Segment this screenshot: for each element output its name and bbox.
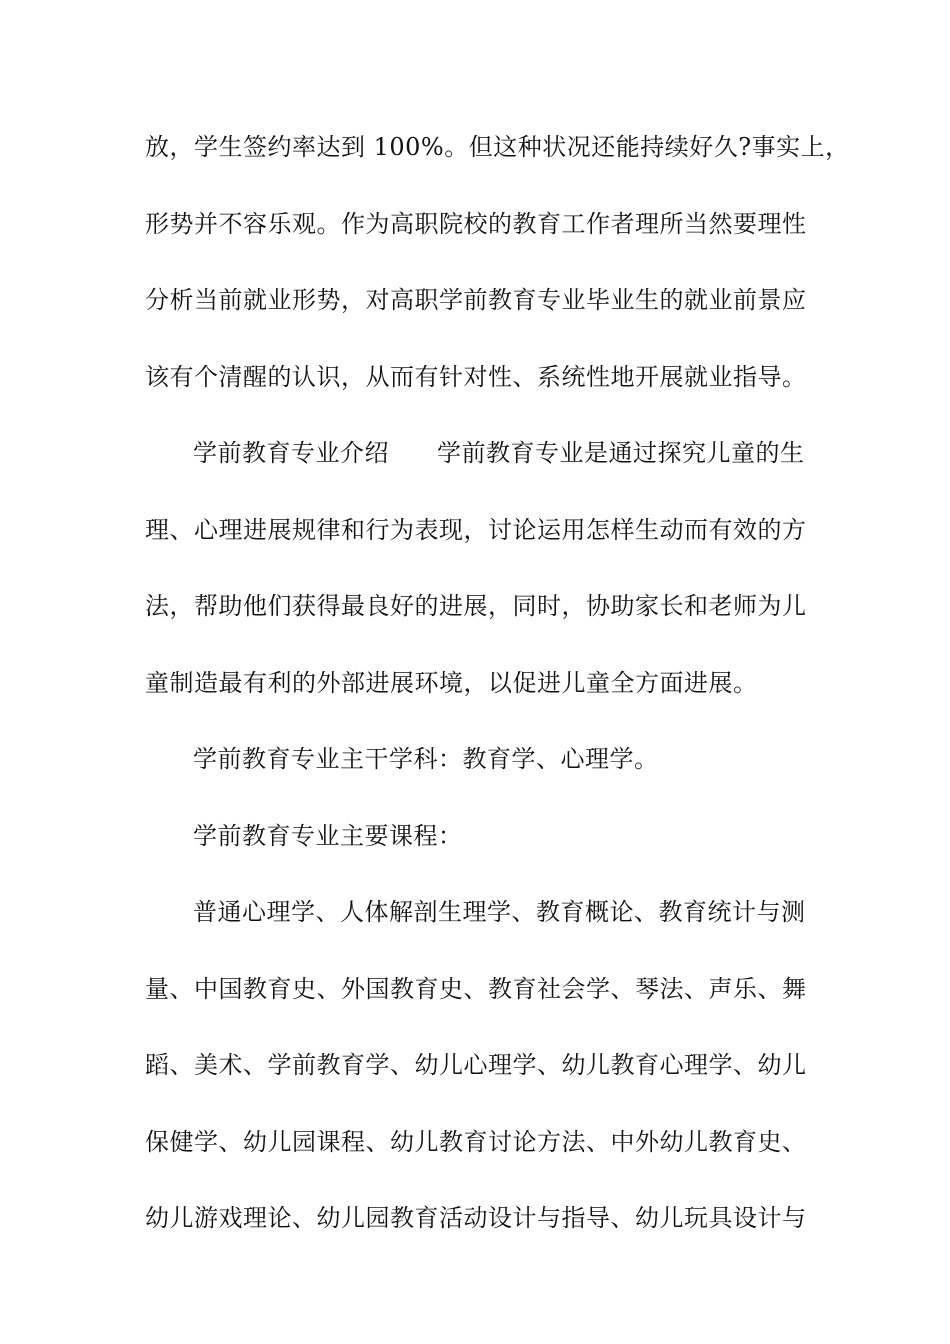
text-line: 分析当前就业形势，对高职学前教育专业毕业生的就业前景应 — [145, 286, 807, 314]
main-subjects-line: 学前教育专业主干学科：教育学、心理学。 — [193, 745, 659, 773]
text-line: 蹈、美术、学前教育学、幼儿心理学、幼儿教育心理学、幼儿 — [145, 1051, 807, 1079]
text-line: 该有个清醒的认识，从而有针对性、系统性地开展就业指导。 — [145, 362, 807, 391]
document-body — [145, 122, 850, 1270]
text-line: 幼儿游戏理论、幼儿园教育活动设计与指导、幼儿玩具设计与 — [145, 1204, 807, 1232]
text-line: 形势并不容乐观。作为高职院校的教育工作者理所当然要理性 — [145, 209, 807, 238]
text-line: 放，学生签约率达到 100%。但这种状况还能持续好久?事实上， — [145, 133, 850, 161]
text-line: 学前教育专业是通过探究儿童的生 — [437, 439, 805, 467]
text-line: 普通心理学、人体解剖生理学、教育概论、教育统计与测 — [193, 898, 806, 926]
text-line: 法，帮助他们获得最良好的进展，同时，协助家长和老师为儿 — [145, 592, 807, 620]
text-line: 理、心理进展规律和行为表现，讨论运用怎样生动而有效的方 — [145, 515, 807, 544]
section-heading-major-intro: 学前教育专业介绍 — [193, 439, 389, 467]
text-line: 保健学、幼儿园课程、幼儿教育讨论方法、中外幼儿教育史、 — [145, 1127, 807, 1156]
section-intro-line — [145, 428, 807, 505]
text-line: 童制造最有利的外部进展环境，以促进儿童全方面进展。 — [145, 668, 758, 697]
text-line: 量、中国教育史、外国教育史、教育社会学、琴法、声乐、舞 — [145, 974, 807, 1003]
main-courses-heading: 学前教育专业主要课程： — [193, 821, 463, 850]
